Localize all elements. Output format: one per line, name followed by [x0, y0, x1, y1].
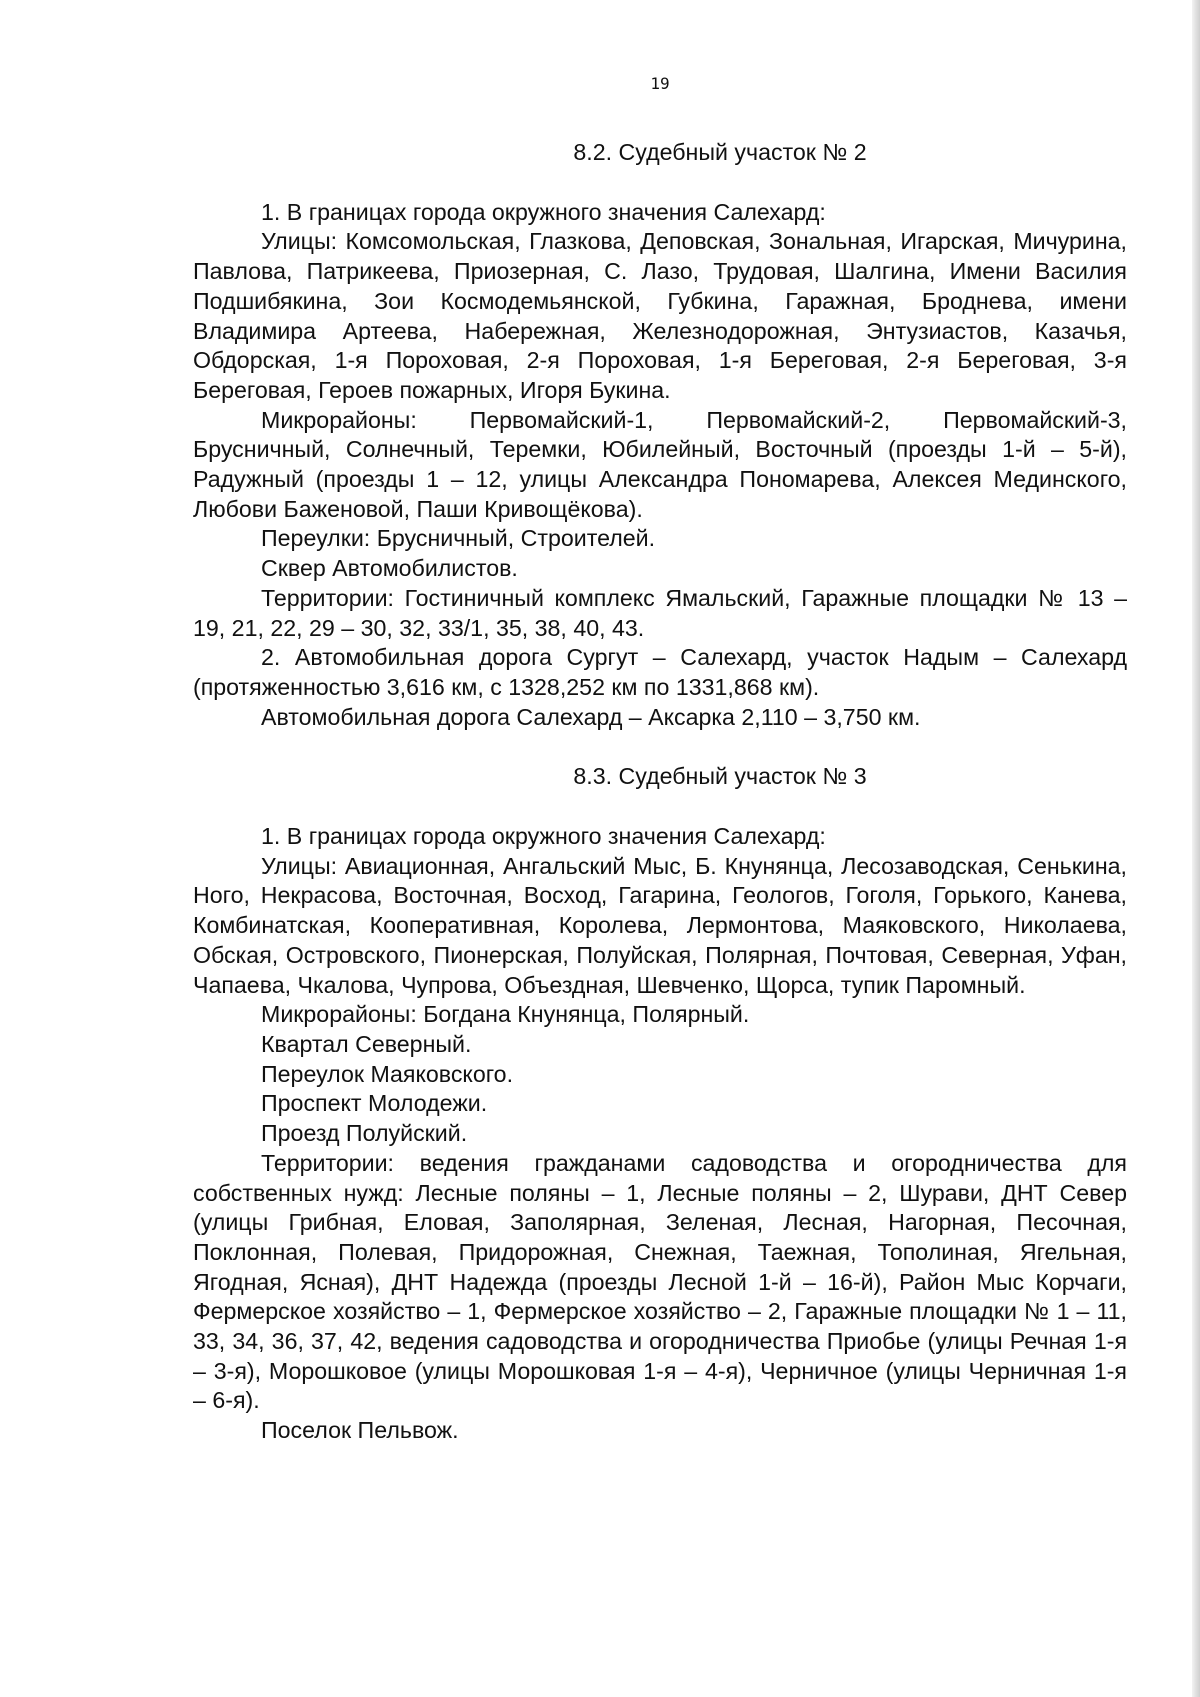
paragraph: Проезд Полуйский. [261, 1120, 468, 1147]
paragraph: 1. В границах города окружного значения Салехард: [261, 823, 826, 850]
section-heading-8-2: 8.2. Судебный участок № 2 [573, 139, 867, 165]
paragraph: Переулки: Брусничный, Строителей. [261, 525, 656, 552]
paragraph: Территории: ведения гражданами садоводства и огородничества для собственных нужд: Лесные поляны – 1, Лесные поляны – 2, Шурави, ДНТ Север (улицы Грибная, Еловая, Заполярная, Зеленая, Лесная, Нагорная, Песочная, Поклонная, Полевая, Придорожная, Снежная, Таежная, Тополиная, Ягельная, Ягодная, Ясная), ДНТ Надежда (проезды Лесной 1-й – 16-й), Район Мыс Корчаги, Фермерское хозяйство – 1, Фермерское хозяйство – 2, Гаражные площадки № 1 – 11, 33, 34, 36, 37, 42, ведения садоводства и огородничества Приобье (улицы Речная 1-я – 3-я), Морошковое (улицы Морошковая 1-я – 4-я), Черничное (улицы Черничная 1-я – 6-я). [193, 1149, 1127, 1414]
document-body [193, 138, 1127, 1446]
section-heading-8-3: 8.3. Судебный участок № 3 [573, 763, 867, 790]
paragraph: Микрорайоны: Богдана Кнунянца, Полярный. [261, 1001, 750, 1028]
paragraph: Переулок Маяковского. [261, 1060, 514, 1087]
paragraph: Территории: Гостиничный комплекс Ямальский, Гаражные площадки № 13 – 19, 21, 22, 29 – 30, 32, 33/1, 35, 38, 40, 43. [193, 584, 1127, 641]
paragraph: Проспект Молодежи. [261, 1090, 488, 1117]
paragraph: Микрорайоны: Первомайский-1, Первомайский-2, Первомайский-3, Брусничный, Солнечный, Теремки, Юбилейный, Восточный (проезды 1-й – 5-й), Радужный (проезды 1 – 12, улицы Александра Пономарева, Алексея Мединского, Любови Баженовой, Паши Кривощёкова). [193, 406, 1127, 522]
page-number: 19 [650, 74, 670, 93]
section-8-3-body [193, 822, 1127, 1446]
section-8-2-body [193, 198, 1127, 733]
paragraph: Квартал Северный. [261, 1030, 472, 1057]
paragraph: 2. Автомобильная дорога Сургут – Салехард, участок Надым – Салехард (протяженностью 3,616 км, с 1328,252 км по 1331,868 км). [193, 644, 1127, 700]
paragraph: Улицы: Комсомольская, Глазкова, Деповская, Зональная, Игарская, Мичурина, Павлова, Патрикеева, Приозерная, С. Лазо, Трудовая, Шалгина, Имени Василия Подшибякина, Зои Космодемьянской, Губкина, Гаражная, Броднева, имени Владимира Артеева, Набережная, Железнодорожная, Энтузиастов, Казачья, Обдорская, 1-я Пороховая, 2-я Пороховая, 1-я Береговая, 2-я Береговая, 3-я Береговая, Героев пожарных, Игоря Букина. [193, 228, 1127, 403]
paragraph: Автомобильная дорога Салехард – Аксарка 2,110 – 3,750 км. [261, 703, 921, 730]
paragraph: Улицы: Авиационная, Ангальский Мыс, Б. Кнунянца, Лесозаводская, Сенькина, Ного, Некрасова, Восточная, Восход, Гагарина, Геологов, Гоголя, Горького, Канева, Комбинатская, Кооперативная, Королева, Лермонтова, Маяковского, Николаева, Обская, Островского, Пионерская, Полуйская, Полярная, Почтовая, Северная, Уфан, Чапаева, Чкалова, Чупрова, Объездная, Шевченко, Щорса, тупик Паромный. [193, 852, 1127, 998]
paragraph: Сквер Автомобилистов. [261, 555, 518, 582]
paragraph: 1. В границах города окружного значения Салехард: [261, 198, 826, 225]
page-edge-shadow [1192, 0, 1200, 1697]
paragraph: Поселок Пельвож. [261, 1417, 459, 1444]
